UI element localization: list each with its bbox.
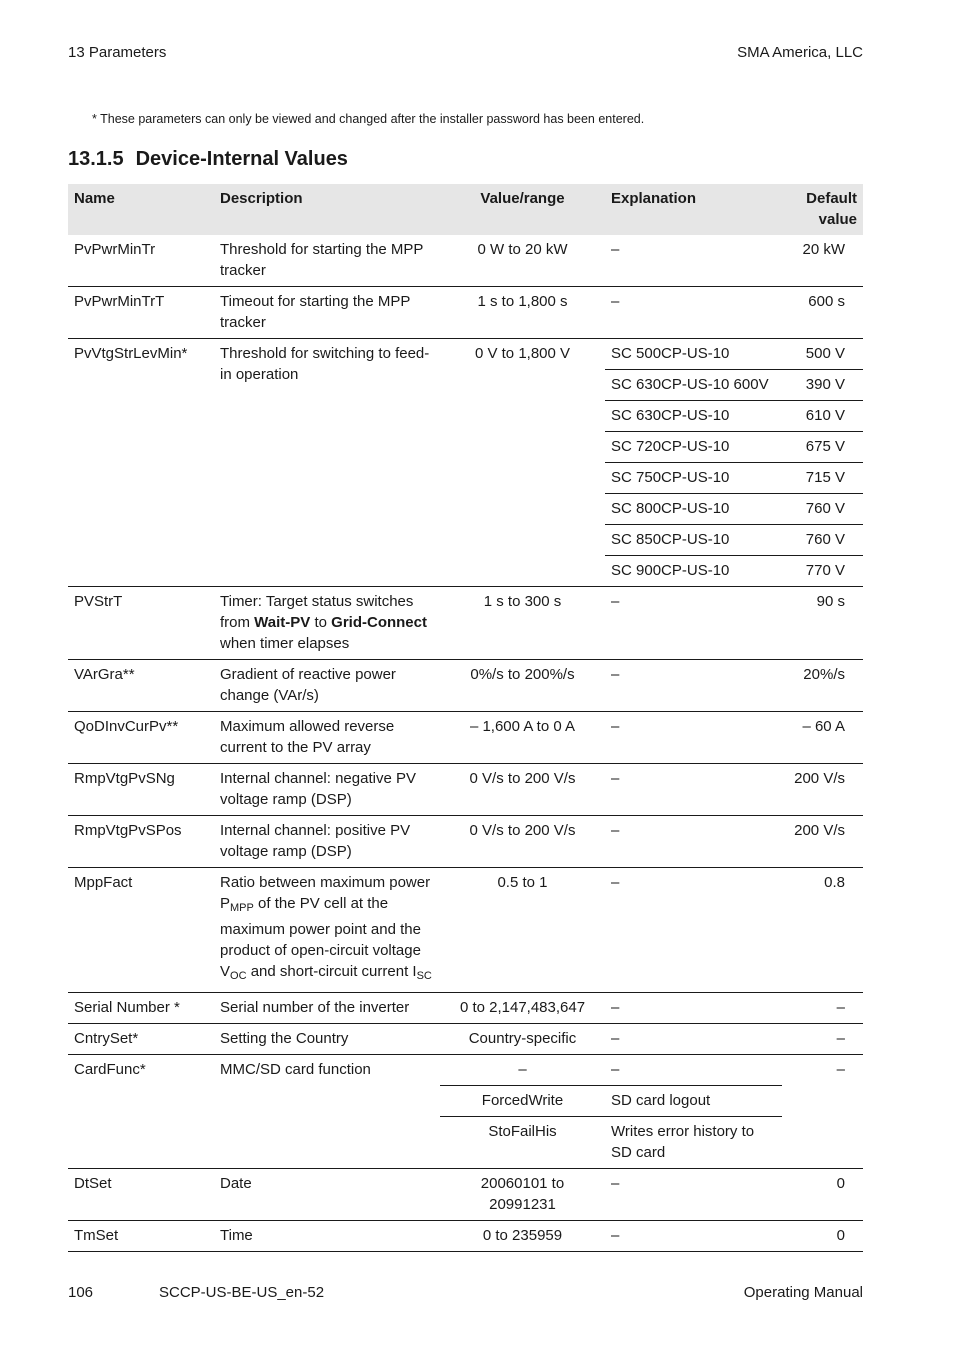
param-name: VArGra** bbox=[68, 660, 214, 712]
param-name: QoDInvCurPv** bbox=[68, 712, 214, 764]
param-range: – 1,600 A to 0 A bbox=[440, 712, 605, 764]
param-range: 0 V/s to 200 V/s bbox=[440, 816, 605, 868]
variant-default: 770 V bbox=[782, 556, 863, 587]
param-default: – bbox=[782, 1024, 863, 1055]
variant-model: SC 720CP-US-10 bbox=[605, 432, 782, 463]
param-range: 0 V/s to 200 V/s bbox=[440, 764, 605, 816]
table-row bbox=[68, 1055, 863, 1086]
param-description: Ratio between maximum power $P_{MPP}$ of the PV cell at the maximum power point and the product of open-circuit voltage $V_{OC}$ and short-circuit current $I_{SC}$ bbox=[214, 868, 440, 993]
table-row bbox=[68, 287, 863, 339]
param-range: 0 to 2,147,483,647 bbox=[440, 993, 605, 1024]
variant-default: 715 V bbox=[782, 463, 863, 494]
variant-default: 675 V bbox=[782, 432, 863, 463]
param-explanation: – bbox=[605, 660, 782, 712]
param-name: MppFact bbox=[68, 868, 214, 993]
table-row bbox=[68, 993, 863, 1024]
column-header: Value/range bbox=[440, 184, 605, 235]
param-default: 200 V/s bbox=[782, 816, 863, 868]
param-range: 0.5 to 1 bbox=[440, 868, 605, 993]
param-description: Serial number of the inverter bbox=[214, 993, 440, 1024]
param-explanation: – bbox=[605, 1169, 782, 1221]
param-default: – bbox=[782, 993, 863, 1024]
param-default: – bbox=[782, 1055, 863, 1169]
param-description: MMC/SD card function bbox=[214, 1055, 440, 1169]
subscript-sc: SC bbox=[416, 970, 432, 982]
param-range: 1 s to 1,800 s bbox=[440, 287, 605, 339]
option-value: StoFailHis bbox=[440, 1117, 605, 1169]
subscript-oc: OC bbox=[230, 970, 247, 982]
param-explanation: – bbox=[605, 1221, 782, 1252]
table-header-row bbox=[68, 184, 863, 235]
param-default: 0 bbox=[782, 1169, 863, 1221]
param-name: CntrySet* bbox=[68, 1024, 214, 1055]
variant-default: 760 V bbox=[782, 494, 863, 525]
section-number: 13.1.5 bbox=[68, 148, 124, 170]
param-name: PvPwrMinTrT bbox=[68, 287, 214, 339]
table-row bbox=[68, 587, 863, 660]
table-row bbox=[68, 235, 863, 287]
param-description: Internal channel: negative PV voltage ramp (DSP) bbox=[214, 764, 440, 816]
running-header-chapter: 13 Parameters bbox=[68, 44, 167, 61]
option-value: ForcedWrite bbox=[440, 1086, 605, 1117]
variant-model: SC 800CP-US-10 bbox=[605, 494, 782, 525]
param-explanation: – bbox=[605, 235, 782, 287]
param-default: 20 kW bbox=[782, 235, 863, 287]
param-explanation: – bbox=[605, 993, 782, 1024]
param-name: RmpVtgPvSPos bbox=[68, 816, 214, 868]
param-range: 0 V to 1,800 V bbox=[440, 339, 605, 587]
option-explanation: SD card logout bbox=[605, 1086, 782, 1117]
param-range: 0 W to 20 kW bbox=[440, 235, 605, 287]
column-header: Description bbox=[214, 184, 440, 235]
param-range: 0%/s to 200%/s bbox=[440, 660, 605, 712]
param-name: CardFunc* bbox=[68, 1055, 214, 1169]
param-name: TmSet bbox=[68, 1221, 214, 1252]
param-name: Serial Number * bbox=[68, 993, 214, 1024]
param-name: PVStrT bbox=[68, 587, 214, 660]
column-header: Name bbox=[68, 184, 214, 235]
subscript-mpp: MPP bbox=[230, 902, 254, 914]
table-row bbox=[68, 816, 863, 868]
table-row bbox=[68, 764, 863, 816]
variant-model: SC 500CP-US-10 bbox=[605, 339, 782, 370]
param-explanation: – bbox=[605, 712, 782, 764]
variant-model: SC 630CP-US-10 bbox=[605, 401, 782, 432]
param-range: 1 s to 300 s bbox=[440, 587, 605, 660]
variant-model: SC 850CP-US-10 bbox=[605, 525, 782, 556]
section-heading bbox=[68, 148, 348, 171]
table-row bbox=[68, 1221, 863, 1252]
document-id: SCCP-US-BE-US_en-52 bbox=[159, 1284, 325, 1301]
param-description: Threshold for starting the MPP tracker bbox=[214, 235, 440, 287]
running-header-company: SMA America, LLC bbox=[737, 44, 863, 61]
column-header: Default value bbox=[782, 184, 863, 235]
param-description: Maximum allowed reverse current to the PV array bbox=[214, 712, 440, 764]
section-title: Device-Internal Values bbox=[135, 148, 348, 170]
column-header: Explanation bbox=[605, 184, 782, 235]
param-description: Date bbox=[214, 1169, 440, 1221]
param-range: 0 to 235959 bbox=[440, 1221, 605, 1252]
param-description: Setting the Country bbox=[214, 1024, 440, 1055]
table-row bbox=[68, 339, 863, 370]
variant-default: 390 V bbox=[782, 370, 863, 401]
variant-default: 610 V bbox=[782, 401, 863, 432]
table-row bbox=[68, 868, 863, 993]
footnote: * These parameters can only be viewed and changed after the installer password has been entered. bbox=[92, 112, 645, 126]
param-name: RmpVtgPvSNg bbox=[68, 764, 214, 816]
variant-model: SC 900CP-US-10 bbox=[605, 556, 782, 587]
page-number: 106 bbox=[68, 1284, 94, 1301]
option-value: – bbox=[440, 1055, 605, 1086]
param-name: DtSet bbox=[68, 1169, 214, 1221]
param-explanation: – bbox=[605, 587, 782, 660]
param-default: 20%/s bbox=[782, 660, 863, 712]
param-description: Time bbox=[214, 1221, 440, 1252]
status-grid-connect: Grid-Connect bbox=[331, 614, 427, 631]
param-range: Country-specific bbox=[440, 1024, 605, 1055]
param-default: – 60 A bbox=[782, 712, 863, 764]
param-description: Gradient of reactive power change (VAr/s) bbox=[214, 660, 440, 712]
param-default: 0 bbox=[782, 1221, 863, 1252]
document-type: Operating Manual bbox=[743, 1284, 863, 1301]
param-default: 600 s bbox=[782, 287, 863, 339]
table-row bbox=[68, 1169, 863, 1221]
status-wait-pv: Wait-PV bbox=[254, 614, 311, 631]
table-row bbox=[68, 712, 863, 764]
param-range: 20060101 to 20991231 bbox=[440, 1169, 605, 1221]
param-name: PvVtgStrLevMin* bbox=[68, 339, 214, 587]
param-explanation: – bbox=[605, 868, 782, 993]
param-default: 0.8 bbox=[782, 868, 863, 993]
param-default: 200 V/s bbox=[782, 764, 863, 816]
option-explanation: – bbox=[605, 1055, 782, 1086]
variant-default: 760 V bbox=[782, 525, 863, 556]
variant-model: SC 750CP-US-10 bbox=[605, 463, 782, 494]
param-explanation: – bbox=[605, 287, 782, 339]
param-description: Internal channel: positive PV voltage ramp (DSP) bbox=[214, 816, 440, 868]
param-explanation: – bbox=[605, 764, 782, 816]
param-description: Timeout for starting the MPP tracker bbox=[214, 287, 440, 339]
param-name: PvPwrMinTr bbox=[68, 235, 214, 287]
param-explanation: – bbox=[605, 816, 782, 868]
param-explanation: – bbox=[605, 1024, 782, 1055]
table-row bbox=[68, 660, 863, 712]
variant-model: SC 630CP-US-10 600V bbox=[605, 370, 782, 401]
param-description: Threshold for switching to feed-in operation bbox=[214, 339, 440, 587]
parameters-table bbox=[68, 184, 863, 1252]
param-default: 90 s bbox=[782, 587, 863, 660]
option-explanation: Writes error history to SD card bbox=[605, 1117, 782, 1169]
param-description: Timer: Target status switches from Wait-PV to Grid-Connect when timer elapses bbox=[214, 587, 440, 660]
variant-default: 500 V bbox=[782, 339, 863, 370]
table-row bbox=[68, 1024, 863, 1055]
